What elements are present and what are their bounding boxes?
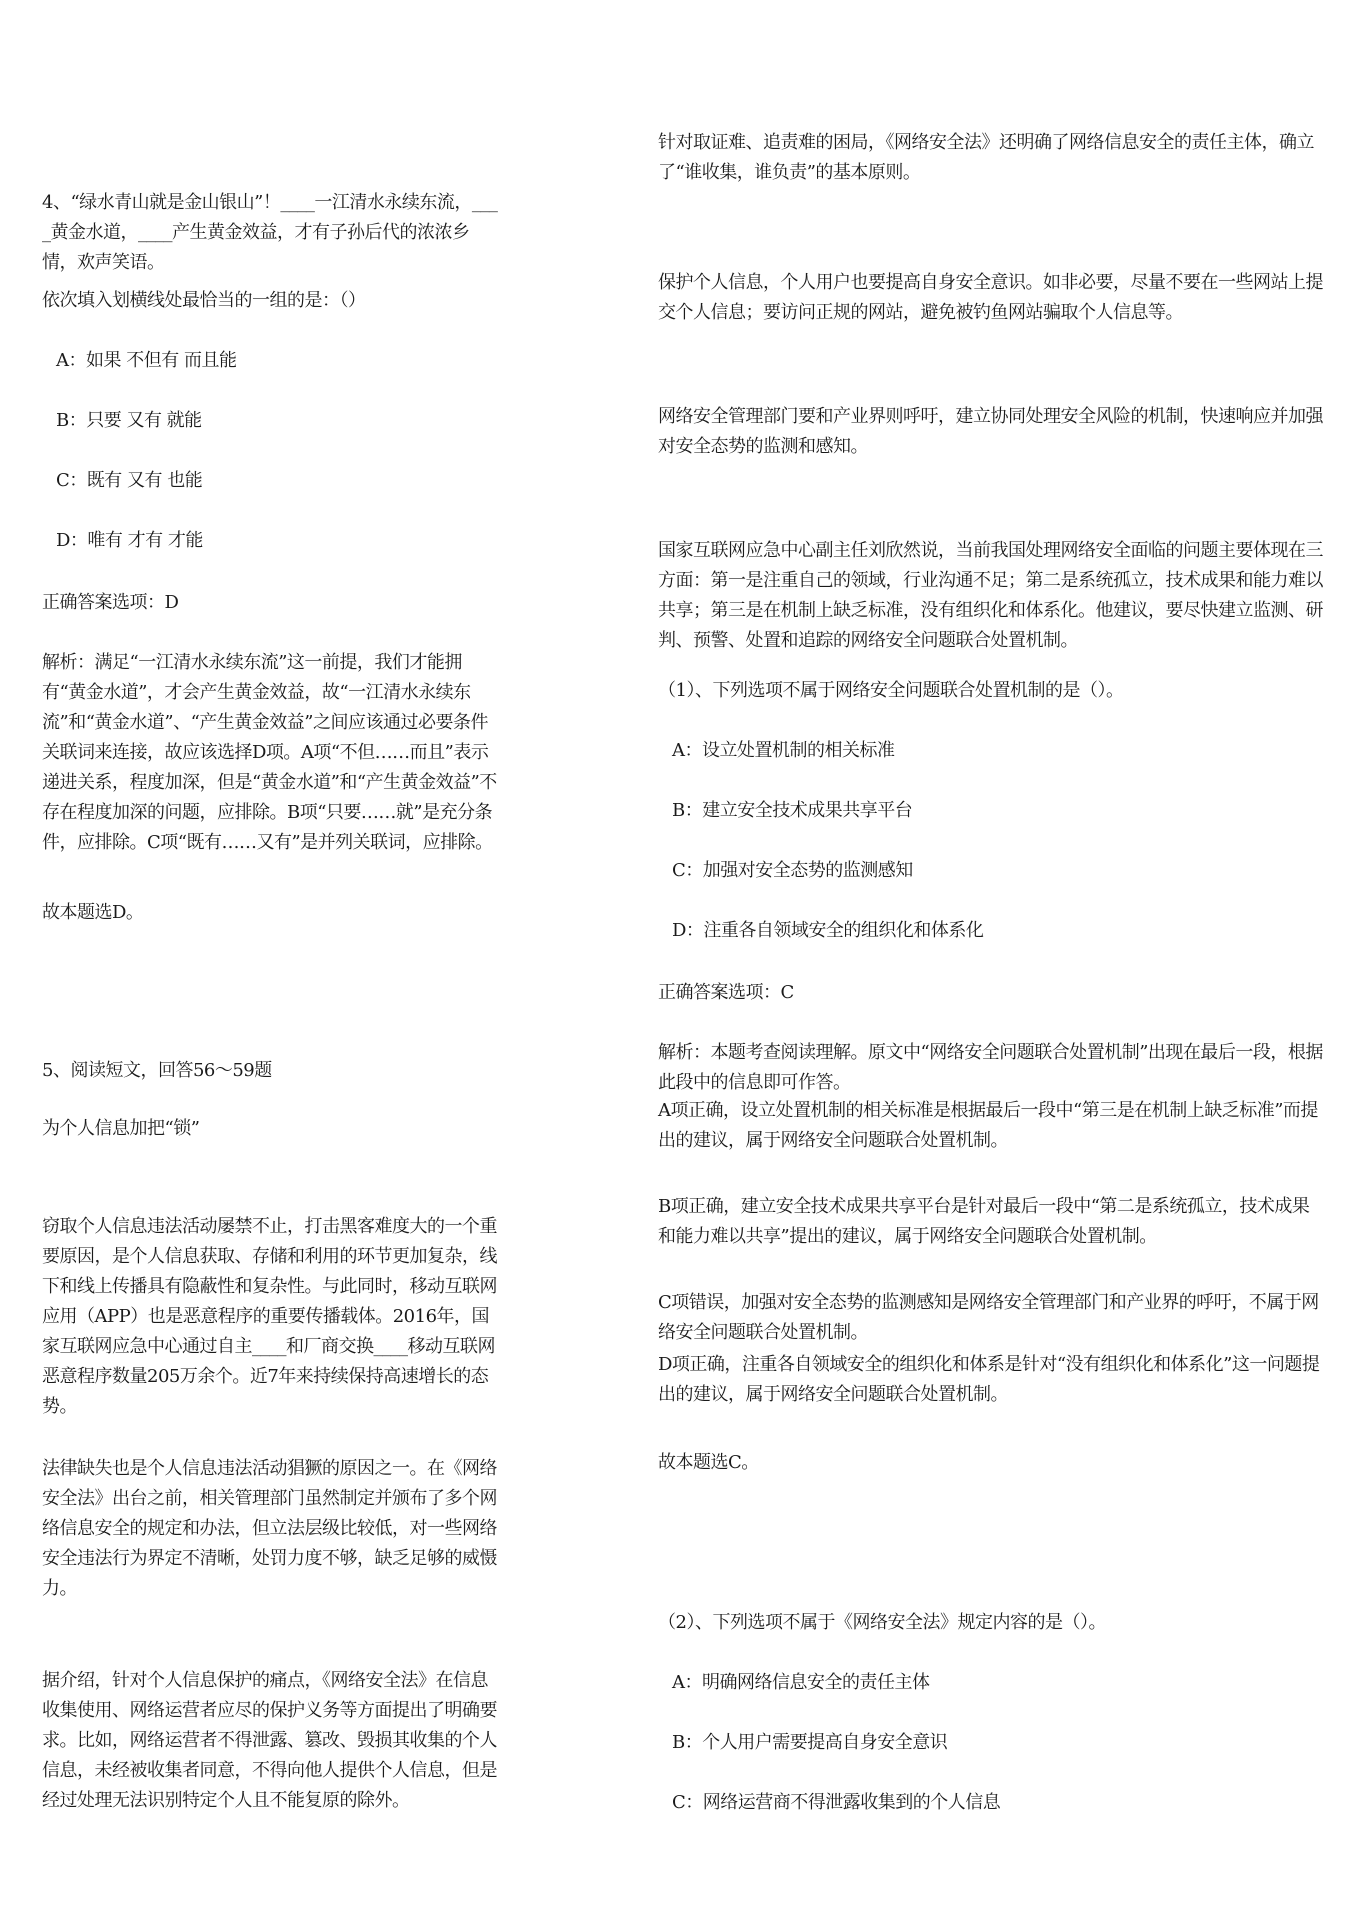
- q4-option-c: C：既有 又有 也能: [56, 470, 203, 491]
- sub1-analysis-d: D项正确，注重各自领域安全的组织化和体系是针对“没有组织化和体系化”这一问题提出的建议，属于网络安全问题联合处置机制。: [658, 1354, 1320, 1405]
- paragraph-industry-call: 网络安全管理部门要和产业界则呼吁，建立协同处理安全风险的机制，快速响应并加强对安全态势的监测和感知。: [658, 406, 1323, 457]
- q4-prompt: 依次填入划横线处最恰当的一组的是：（）: [42, 290, 366, 311]
- sub1-stem: （1）、下列选项不属于网络安全问题联合处置机制的是（）。: [658, 680, 1124, 701]
- q4-answer: 正确答案选项：D: [42, 592, 179, 613]
- q4-analysis: 解析：满足“一江清水永续东流”这一前提，我们才能拥有“黄金水道”，才会产生黄金效益，故“一江清水永续东流”和“黄金水道”、“产生黄金效益”之间应该通过必要条件关联词来连接，故应该选择D项。A项“不但……而且”表示递进关系，程度加深，但是“黄金水道”和“产生黄金效益”不存在程度加深的问题，应排除。B项“只要……就”是充分条件，应排除。C项“既有……又有”是并列关联词，应排除。: [42, 652, 497, 853]
- sub1-analysis-b: B项正确，建立安全技术成果共享平台是针对最后一段中“第二是系统孤立，技术成果和能力难以共享”提出的建议，属于网络安全问题联合处置机制。: [658, 1196, 1310, 1247]
- sub2-option-a: A：明确网络信息安全的责任主体: [672, 1672, 930, 1693]
- sub1-option-d: D：注重各自领域安全的组织化和体系化: [672, 920, 984, 941]
- q5-title: 为个人信息加把“锁”: [42, 1118, 200, 1139]
- sub1-conclusion: 故本题选C。: [658, 1452, 759, 1473]
- q5-paragraph-3: 据介绍，针对个人信息保护的痛点，《网络安全法》在信息收集使用、网络运营者应尽的保护义务等方面提出了明确要求。比如，网络运营者不得泄露、篡改、毁损其收集的个人信息，未经被收集者同意，不得向他人提供个人信息，但是经过处理无法识别特定个人且不能复原的除外。: [42, 1670, 497, 1811]
- paragraph-responsibility: 针对取证难、追责难的困局，《网络安全法》还明确了网络信息安全的责任主体，确立了“谁收集，谁负责”的基本原则。: [658, 132, 1314, 183]
- q4-option-d: D：唯有 才有 才能: [56, 530, 203, 551]
- q5-paragraph-2: 法律缺失也是个人信息违法活动猖獗的原因之一。在《网络安全法》出台之前，相关管理部门虽然制定并颁布了多个网络信息安全的规定和办法，但立法层级比较低，对一些网络安全违法行为界定不清晰，处罚力度不够，缺乏足够的威慑力。: [42, 1458, 497, 1599]
- sub1-option-c: C：加强对安全态势的监测感知: [672, 860, 913, 881]
- sub1-option-a: A：设立处置机制的相关标准: [672, 740, 895, 761]
- sub1-analysis-c: C项错误，加强对安全态势的监测感知是网络安全管理部门和产业界的呼吁，不属于网络安全问题联合处置机制。: [658, 1292, 1319, 1343]
- sub2-stem: （2）、下列选项不属于《网络安全法》规定内容的是（）。: [658, 1612, 1106, 1633]
- sub2-option-b: B：个人用户需要提高自身安全意识: [672, 1732, 948, 1753]
- paragraph-liu-xinran: 国家互联网应急中心副主任刘欣然说，当前我国处理网络安全面临的问题主要体现在三方面：第一是注重自己的领域，行业沟通不足；第二是系统孤立，技术成果和能力难以共享；第三是在机制上缺乏标准，没有组织化和体系化。他建议，要尽快建立监测、研判、预警、处置和追踪的网络安全问题联合处置机制。: [658, 540, 1323, 651]
- sub1-analysis-a: A项正确，设立处置机制的相关标准是根据最后一段中“第三是在机制上缺乏标准”而提出的建议，属于网络安全问题联合处置机制。: [658, 1100, 1318, 1151]
- sub2-option-c: C：网络运营商不得泄露收集到的个人信息: [672, 1792, 1001, 1813]
- q4-option-a: A：如果 不但有 而且能: [56, 350, 237, 371]
- sub1-answer: 正确答案选项：C: [658, 982, 794, 1003]
- q5-stem: 5、阅读短文，回答56～59题: [42, 1060, 272, 1081]
- sub1-analysis: 解析：本题考查阅读理解。原文中“网络安全问题联合处置机制”出现在最后一段，根据此段中的信息即可作答。: [658, 1042, 1323, 1093]
- paragraph-personal-awareness: 保护个人信息，个人用户也要提高自身安全意识。如非必要，尽量不要在一些网站上提交个人信息；要访问正规的网站，避免被钓鱼网站骗取个人信息等。: [658, 272, 1323, 323]
- q5-paragraph-1: 窃取个人信息违法活动屡禁不止，打击黑客难度大的一个重要原因，是个人信息获取、存储和利用的环节更加复杂，线下和线上传播具有隐蔽性和复杂性。与此同时，移动互联网应用（APP）也是恶意程序的重要传播载体。2016年，国家互联网应急中心通过自主____和厂商交换____移动互联网恶意程序数量205万余个。近7年来持续保持高速增长的态势。: [42, 1216, 497, 1417]
- q4-stem: 4、“绿水青山就是金山银山”！____一江清水永续东流，____黄金水道，____产生黄金效益，才有子孙后代的浓浓乡情，欢声笑语。: [42, 192, 498, 273]
- sub1-option-b: B：建立安全技术成果共享平台: [672, 800, 913, 821]
- q4-conclusion: 故本题选D。: [42, 902, 144, 923]
- q4-option-b: B：只要 又有 就能: [56, 410, 202, 431]
